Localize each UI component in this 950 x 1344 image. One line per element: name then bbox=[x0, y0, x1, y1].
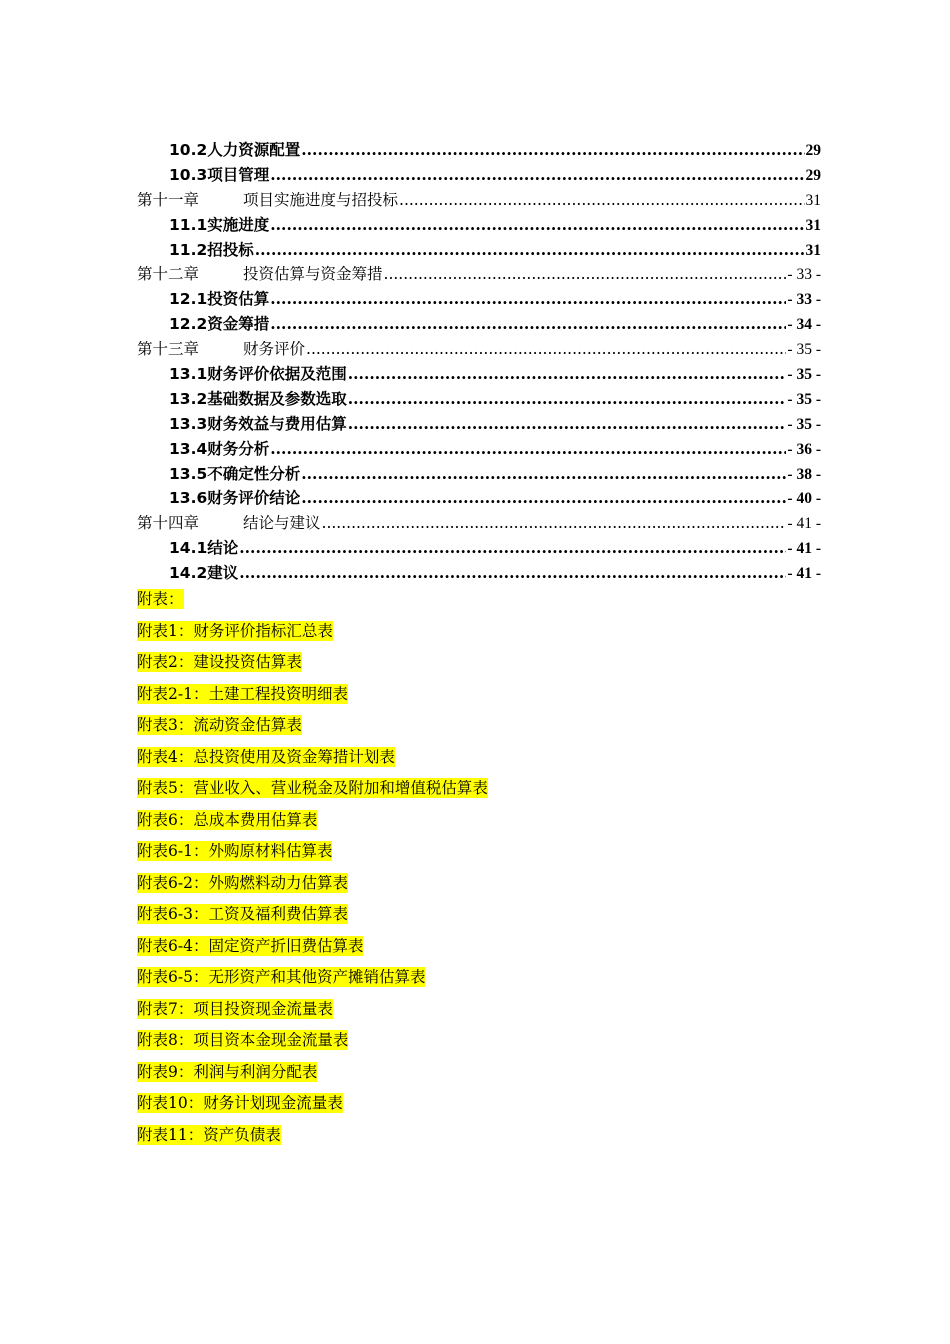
toc-entry-label: 13.1财务评价依据及范围 bbox=[169, 364, 347, 384]
toc-chapter-entry[interactable] bbox=[137, 337, 821, 362]
toc-page-number: 31 bbox=[805, 216, 821, 234]
dot-leader bbox=[348, 412, 787, 437]
toc-page-number: - 41 - bbox=[787, 540, 821, 558]
toc-page-number: - 35 - bbox=[787, 415, 821, 433]
toc-entry-label: 13.6财务评价结论 bbox=[169, 488, 301, 508]
toc-entry-label: 第十四章 结论与建议 bbox=[137, 514, 321, 533]
toc-entry[interactable] bbox=[137, 387, 821, 412]
appendix-item: 附表2-1：土建工程投资明细表 bbox=[137, 684, 348, 703]
toc-page-number: - 40 - bbox=[787, 490, 821, 508]
appendix-item: 附表6-4：固定资产折旧费估算表 bbox=[137, 936, 364, 955]
toc-entry[interactable] bbox=[137, 536, 821, 561]
toc-entry-label: 14.1结论 bbox=[169, 538, 239, 558]
toc-entry[interactable] bbox=[137, 138, 821, 163]
appendix-item: 附表3：流动资金估算表 bbox=[137, 716, 302, 734]
table-of-contents bbox=[137, 138, 821, 586]
toc-page-number: - 35 - bbox=[787, 390, 821, 408]
dot-leader bbox=[301, 462, 786, 487]
toc-entry[interactable] bbox=[137, 561, 821, 586]
appendix-item: 附表8：项目资本金现金流量表 bbox=[137, 1031, 349, 1049]
toc-page-number: 31 bbox=[805, 241, 821, 259]
toc-entry[interactable] bbox=[137, 486, 821, 511]
appendix-item: 附表10：财务计划现金流量表 bbox=[137, 1094, 343, 1112]
appendix-item: 附表2：建设投资估算表 bbox=[137, 653, 302, 671]
toc-entry[interactable] bbox=[137, 362, 821, 387]
toc-entry[interactable] bbox=[137, 412, 821, 437]
toc-entry[interactable] bbox=[137, 213, 821, 238]
appendix-item: 附表11：资产负债表 bbox=[137, 1125, 281, 1144]
toc-entry[interactable] bbox=[137, 462, 821, 487]
appendix-item: 附表6-2：外购燃料动力估算表 bbox=[137, 873, 348, 892]
toc-page-number: - 41 - bbox=[787, 515, 821, 533]
toc-page-number: - 38 - bbox=[787, 465, 821, 483]
appendix-item: 附表9：利润与利润分配表 bbox=[137, 1062, 318, 1081]
appendix-item: 附表6-5：无形资产和其他资产摊销估算表 bbox=[137, 968, 426, 986]
dot-leader bbox=[306, 337, 786, 362]
toc-page-number: - 36 - bbox=[787, 440, 821, 458]
dot-leader bbox=[255, 238, 805, 263]
toc-page-number: 29 bbox=[805, 142, 821, 159]
toc-entry-label: 14.2建议 bbox=[169, 563, 239, 583]
toc-entry[interactable] bbox=[137, 287, 821, 312]
appendix-item: 附表4：总投资使用及资金筹措计划表 bbox=[137, 747, 395, 766]
toc-entry-label: 10.2人力资源配置 bbox=[169, 140, 301, 159]
dot-leader bbox=[270, 213, 804, 238]
toc-entry-label: 13.5不确定性分析 bbox=[169, 463, 301, 483]
toc-entry[interactable] bbox=[137, 312, 821, 337]
toc-page-number: - 33 - bbox=[787, 266, 821, 284]
dot-leader bbox=[399, 188, 804, 213]
dot-leader bbox=[322, 511, 787, 536]
dot-leader bbox=[348, 362, 787, 387]
toc-entry-label: 10.3项目管理 bbox=[169, 164, 270, 184]
dot-leader bbox=[384, 262, 787, 287]
appendix-item: 附表5：营业收入、营业税金及附加和增值税估算表 bbox=[137, 779, 488, 797]
toc-page-number: 29 bbox=[805, 166, 821, 184]
toc-page-number: - 33 - bbox=[787, 291, 821, 309]
appendix-heading: 附表： bbox=[137, 590, 184, 608]
dot-leader bbox=[270, 312, 786, 337]
appendix-item: 附表6-3：工资及福利费估算表 bbox=[137, 905, 348, 923]
dot-leader bbox=[270, 287, 786, 312]
dot-leader bbox=[270, 163, 804, 188]
toc-entry-label: 第十二章 投资估算与资金筹措 bbox=[137, 265, 383, 284]
dot-leader bbox=[239, 536, 786, 561]
dot-leader bbox=[301, 138, 804, 163]
toc-chapter-entry[interactable] bbox=[137, 188, 821, 213]
toc-page-number: - 34 - bbox=[787, 316, 821, 334]
appendix-item: 附表1：财务评价指标汇总表 bbox=[137, 621, 333, 640]
toc-entry-label: 12.2资金筹措 bbox=[169, 314, 270, 334]
toc-chapter-entry[interactable] bbox=[137, 511, 821, 536]
appendix-item: 附表6-1：外购原材料估算表 bbox=[137, 842, 333, 860]
dot-leader bbox=[301, 486, 786, 511]
toc-entry[interactable] bbox=[137, 163, 821, 188]
toc-entry[interactable] bbox=[137, 437, 821, 462]
toc-entry-label: 11.1实施进度 bbox=[169, 214, 270, 234]
toc-entry-label: 第十一章 项目实施进度与招投标 bbox=[137, 190, 399, 209]
appendix-item: 附表7：项目投资现金流量表 bbox=[137, 999, 333, 1018]
toc-chapter-entry[interactable] bbox=[137, 262, 821, 287]
toc-page-number: - 41 - bbox=[787, 565, 821, 583]
toc-entry-label: 12.1投资估算 bbox=[169, 289, 270, 309]
toc-page-number: - 35 - bbox=[787, 366, 821, 384]
toc-entry-label: 第十三章 财务评价 bbox=[137, 340, 306, 359]
toc-entry[interactable] bbox=[137, 238, 821, 263]
dot-leader bbox=[348, 387, 787, 412]
appendix-item: 附表6：总成本费用估算表 bbox=[137, 810, 318, 829]
toc-entry-label: 13.2基础数据及参数选取 bbox=[169, 388, 347, 408]
toc-page-number: - 35 - bbox=[787, 341, 821, 359]
dot-leader bbox=[239, 561, 786, 586]
toc-entry-label: 13.3财务效益与费用估算 bbox=[169, 413, 347, 433]
appendix-list bbox=[137, 588, 837, 1155]
toc-entry-label: 11.2招投标 bbox=[169, 239, 254, 259]
dot-leader bbox=[270, 437, 786, 462]
toc-page-number: 31 bbox=[805, 191, 821, 209]
toc-entry-label: 13.4财务分析 bbox=[169, 438, 270, 458]
